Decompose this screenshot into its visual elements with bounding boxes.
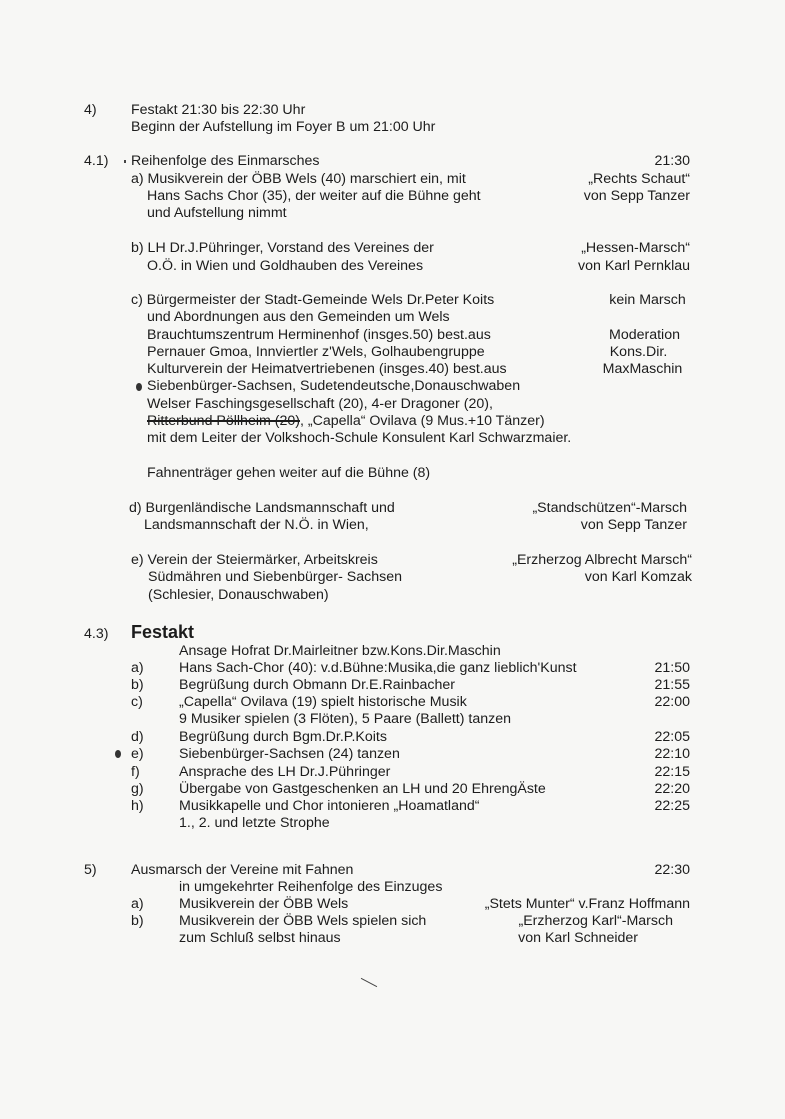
s43-item-g-letter: g) <box>131 781 144 797</box>
s41-e-line3: (Schlesier, Donauschwaben) <box>148 587 329 603</box>
s43-item-f-time: 22:15 <box>654 764 690 780</box>
s41-b-march: „Hessen-Marsch“ <box>581 240 690 256</box>
s5-b-composer: von Karl Schneider <box>518 930 638 946</box>
s41-c-line3: Brauchtumszentrum Herminenhof (insges.50) best.aus <box>147 327 491 343</box>
s5-b-text2: zum Schluß selbst hinaus <box>179 930 341 946</box>
s41-d-line2: Landsmannschaft der N.Ö. in Wien, <box>144 517 369 533</box>
s41-c-line8 <box>147 413 545 430</box>
s41-b-composer: von Karl Pernklau <box>578 258 690 274</box>
s43-item-f-letter: f) <box>131 764 140 780</box>
s41-a-composer: von Sepp Tanzer <box>583 188 690 204</box>
s43-item-b-text: Begrüßung durch Obmann Dr.E.Rainbacher <box>179 677 456 693</box>
s5-a-march: „Stets Munter“ v.Franz Hoffmann <box>484 896 690 912</box>
s43-item-f-text: Ansprache des LH Dr.J.Pühringer <box>179 764 391 780</box>
scan-speck <box>361 978 377 987</box>
s41-d-march: „Standschützen“-Marsch <box>532 500 687 516</box>
s41-c-no-march: kein Marsch <box>609 292 686 308</box>
s41-c-line2: und Abordnungen aus den Gemeinden um Wels <box>147 309 450 325</box>
s43-item-h-text: Musikkapelle und Chor intonieren „Hoamatland“ <box>179 798 480 814</box>
section-43-number: 4.3) <box>84 626 109 642</box>
s5-a-letter: a) <box>131 896 144 912</box>
s41-b-line2: O.Ö. in Wien und Goldhauben des Vereines <box>147 258 424 274</box>
section-41-time: 21:30 <box>654 153 690 169</box>
s43-item-b-letter: b) <box>131 677 144 693</box>
s43-item-c-detail: 9 Musiker spielen (3 Flöten), 5 Paare (Ballett) tanzen <box>179 711 511 727</box>
s43-item-a-letter: a) <box>131 660 144 676</box>
s41-e-line1: e) Verein der Steiermärker, Arbeitskreis <box>131 552 378 568</box>
s43-item-b-time: 21:55 <box>654 677 690 693</box>
s41-e-composer: von Karl Komzak <box>584 569 692 585</box>
s5-b-letter: b) <box>131 913 144 929</box>
scan-speck <box>124 160 126 163</box>
s41-c-moderator: MaxMaschin <box>602 361 683 377</box>
s43-item-g-time: 22:20 <box>654 781 690 797</box>
section-43-title: Festakt <box>131 622 195 642</box>
s43-item-a-time: 21:50 <box>654 660 690 676</box>
s43-item-h-time: 22:25 <box>654 798 690 814</box>
s43-item-h-detail: 1., 2. und letzte Strophe <box>179 815 330 831</box>
s41-a-line1: a) Musikverein der ÖBB Wels (40) marschiert ein, mit <box>131 171 466 187</box>
s41-a-line2: Hans Sachs Chor (35), der weiter auf die Bühne geht <box>147 188 481 204</box>
s41-c-line5: Kulturverein der Heimatvertriebenen (insges.40) best.aus <box>147 361 507 377</box>
section-4-title: Festakt 21:30 bis 22:30 Uhr <box>131 102 306 118</box>
s41-c-line4: Pernauer Gmoa, Innviertler z'Wels, Golhaubengruppe <box>147 344 485 360</box>
s43-item-h-letter: h) <box>131 798 144 814</box>
s43-item-e-time: 22:10 <box>654 746 690 762</box>
section-4-number: 4) <box>84 102 97 118</box>
s41-e-march: „Erzherzog Albrecht Marsch“ <box>512 552 692 568</box>
s41-d-line1: d) Burgenländische Landsmannschaft und <box>129 500 395 516</box>
section-41-number: 4.1) <box>84 153 109 169</box>
s41-a-march: „Rechts Schaut“ <box>588 171 690 187</box>
s41-c-line9: mit dem Leiter der Volkshoch-Schule Konsulent Karl Schwarzmaier. <box>147 430 572 446</box>
s41-a-line3: und Aufstellung nimmt <box>147 205 287 221</box>
s5-b-text: Musikverein der ÖBB Wels spielen sich <box>179 913 427 929</box>
s43-item-c-time: 22:00 <box>654 694 690 710</box>
s43-item-e-text: Siebenbürger-Sachsen (24) tanzen <box>179 746 400 762</box>
s43-item-a-text: Hans Sach-Chor (40): v.d.Bühne:Musika,die ganz lieblich'Kunst <box>179 660 577 676</box>
section-5-number: 5) <box>84 862 97 878</box>
margin-mark <box>115 750 121 758</box>
s43-item-g-text: Übergabe von Gastgeschenken an LH und 20 EhrengÄste <box>179 781 546 797</box>
s41-c-struck-text: Ritterbund Pöllheim (20) <box>147 413 300 429</box>
section-4-subtitle: Beginn der Aufstellung im Foyer B um 21:00 Uhr <box>131 119 436 135</box>
s41-c-line1: c) Bürgermeister der Stadt-Gemeinde Wels Dr.Peter Koits <box>131 292 495 308</box>
s43-item-d-letter: d) <box>131 729 144 745</box>
section-5-subtitle: in umgekehrter Reihenfolge des Einzuges <box>179 879 443 895</box>
s43-item-d-text: Begrüßung durch Bgm.Dr.P.Koits <box>179 729 387 745</box>
s41-b-line1: b) LH Dr.J.Pühringer, Vorstand des Vereines der <box>131 240 434 256</box>
s41-e-line2: Südmähren und Siebenbürger- Sachsen <box>148 569 402 585</box>
s41-c-moderation: Moderation <box>609 327 680 343</box>
s41-c-line6: Siebenbürger-Sachsen, Sudetendeutsche,Donauschwaben <box>147 378 521 394</box>
s43-item-c-letter: c) <box>131 694 143 710</box>
section-5-title: Ausmarsch der Vereine mit Fahnen <box>131 862 354 878</box>
s41-d-composer: von Sepp Tanzer <box>580 517 687 533</box>
section-43-intro: Ansage Hofrat Dr.Mairleitner bzw.Kons.Dir.Maschin <box>179 643 501 659</box>
s41-c-title: Kons.Dir. <box>609 344 668 360</box>
s41-c-line10: Fahnenträger gehen weiter auf die Bühne (8) <box>147 465 431 481</box>
s43-item-c-text: „Capella“ Ovilava (19) spielt historische Musik <box>179 694 467 710</box>
s43-item-e-letter: e) <box>131 746 144 762</box>
s5-b-march: „Erzherzog Karl“-Marsch <box>518 913 673 929</box>
section-5-time: 22:30 <box>654 862 690 878</box>
s5-a-text: Musikverein der ÖBB Wels <box>179 896 349 912</box>
s41-c-line8-rest: , „Capella“ Ovilava (9 Mus.+10 Tänzer) <box>299 413 545 429</box>
margin-mark <box>136 383 142 391</box>
s41-c-line7: Welser Faschingsgesellschaft (20), 4-er Dragoner (20), <box>147 396 493 412</box>
s43-item-d-time: 22:05 <box>654 729 690 745</box>
section-41-title: Reihenfolge des Einmarsches <box>131 153 320 169</box>
